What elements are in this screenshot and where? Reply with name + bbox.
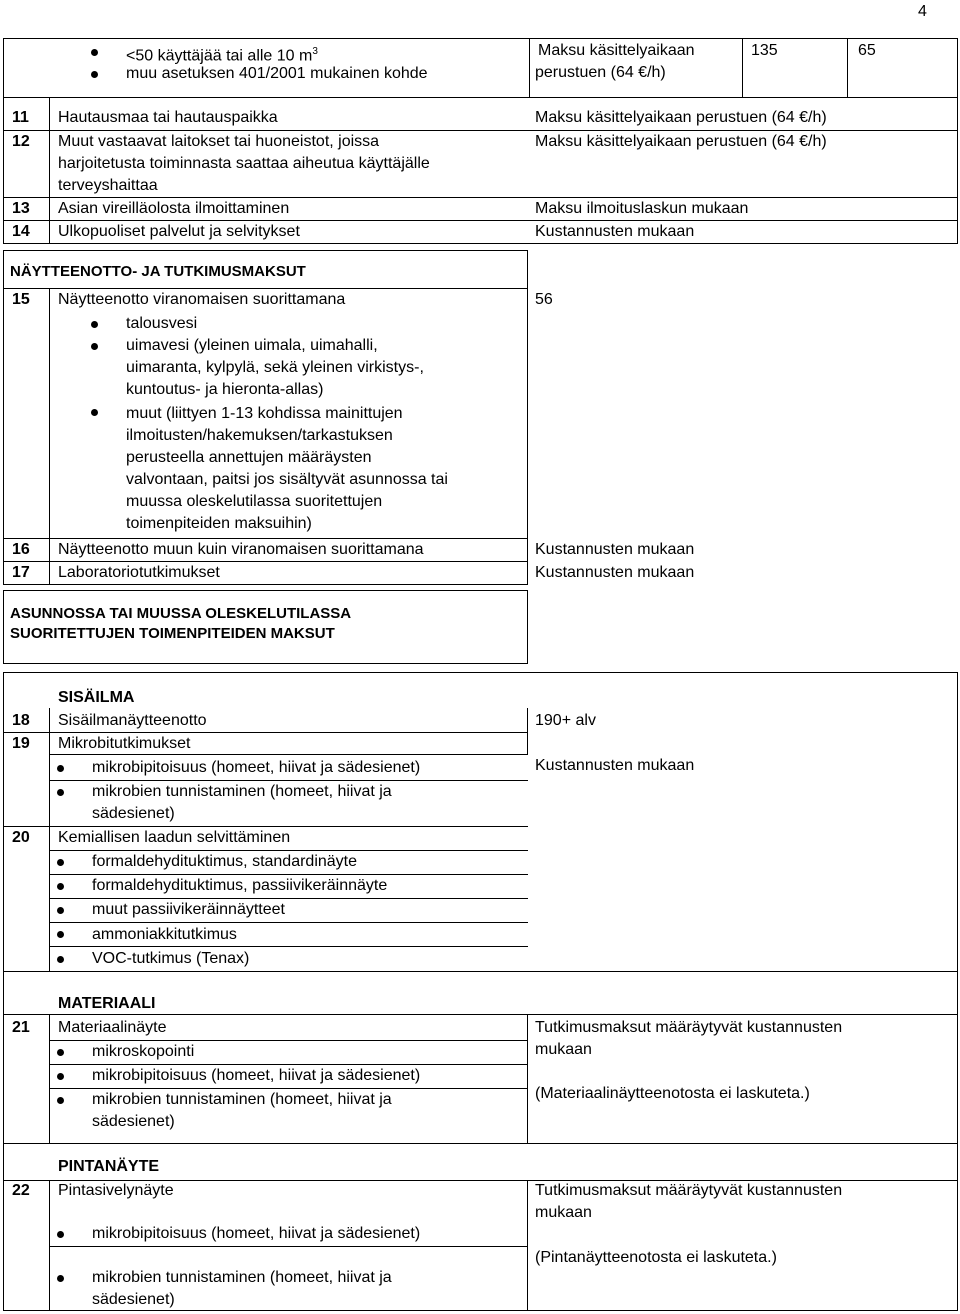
table-border: [49, 1088, 528, 1089]
row-number: 11: [12, 109, 29, 126]
list-item: sädesienet): [92, 1113, 175, 1130]
table-border: [3, 197, 958, 198]
list-item: <50 käyttäjää tai alle 10 $m^3$: [126, 46, 318, 65]
table-border: [49, 1246, 528, 1247]
list-item: valvontaan, paitsi jos sisältyvät asunnossa tai: [126, 471, 448, 488]
bullet-icon: [57, 931, 64, 938]
fee-text: mukaan: [535, 1041, 592, 1058]
table-border: [3, 1143, 4, 1311]
row-number: 21: [12, 1019, 30, 1036]
row-title: Mikrobitutkimukset: [58, 735, 191, 752]
table-border: [957, 672, 958, 972]
table-border: [3, 672, 958, 673]
bullet-icon: [91, 343, 98, 350]
row-title: Hautausmaa tai hautauspaikka: [58, 109, 278, 126]
table-border: [529, 38, 530, 97]
table-border: [3, 561, 528, 562]
list-item: sädesienet): [92, 1291, 175, 1308]
list-item: mikrobipitoisuus (homeet, hiivat ja sädesienet): [92, 1225, 421, 1242]
bullet-icon: [57, 1073, 64, 1080]
bullet-icon: [57, 765, 64, 772]
table-border: [3, 971, 958, 972]
fee-text: Tutkimusmaksut määräytyvät kustannusten: [535, 1182, 843, 1199]
row-title: Laboratoriotutkimukset: [58, 564, 220, 581]
row-title: Asian vireilläolosta ilmoittaminen: [58, 200, 290, 217]
table-border: [49, 850, 528, 851]
list-item: muu asetuksen 401/2001 mukainen kohde: [126, 65, 428, 82]
list-item: mikrobien tunnistaminen (homeet, hiivat ja: [92, 1269, 392, 1286]
table-border: [3, 538, 528, 539]
subsection-heading: PINTANÄYTE: [58, 1158, 160, 1175]
list-item: ilmoitusten/hakemuksen/tarkastuksen: [126, 427, 393, 444]
table-border: [49, 288, 50, 585]
row-number: 12: [12, 133, 30, 150]
list-item: mikrobien tunnistaminen (homeet, hiivat ja: [92, 1091, 392, 1108]
table-border: [49, 1040, 528, 1041]
list-item: uimaranta, kylpylä, sekä yleinen virkistys-,: [126, 359, 424, 376]
row-title: Sisäilmanäytteenotto: [58, 712, 207, 729]
fee-text: perustuen (64 €/h): [535, 64, 666, 81]
bullet-icon: [57, 1049, 64, 1056]
bullet-icon: [57, 859, 64, 866]
list-item: ammoniakkitutkimus: [92, 926, 237, 943]
table-border: [49, 1014, 50, 1144]
bullet-icon: [91, 409, 98, 416]
row-title: harjoitetusta toiminnasta saattaa aiheutua käyttäjälle: [58, 155, 430, 172]
table-border: [3, 220, 958, 221]
page-number: 4: [918, 3, 927, 20]
table-border: [3, 590, 528, 591]
table-border: [49, 946, 528, 947]
list-item: formaldehydituktimus, passiivikeräinnäyte: [92, 877, 388, 894]
table-border: [3, 38, 4, 243]
list-item: perusteella annettujen määräysten: [126, 449, 372, 466]
row-number: 18: [12, 712, 30, 729]
fee-text: Maksu käsittelyaikaan perustuen (64 €/h): [535, 109, 827, 126]
row-number: 14: [12, 223, 30, 240]
table-border: [3, 1310, 958, 1311]
subsection-heading: MATERIAALI: [58, 995, 156, 1012]
list-item: talousvesi: [126, 315, 198, 332]
list-item: muut (liittyen 1-13 kohdissa mainittujen: [126, 405, 403, 422]
table-border: [49, 1064, 528, 1065]
bullet-icon: [57, 789, 64, 796]
table-border: [957, 38, 958, 243]
fee-text: Kustannusten mukaan: [535, 757, 695, 774]
list-item: kuntoutus- ja hieronta-allas): [126, 381, 324, 398]
fee-text: Maksu käsittelyaikaan perustuen (64 €/h): [535, 133, 827, 150]
fee-text: Kustannusten mukaan: [535, 564, 695, 581]
table-border: [3, 826, 528, 827]
fee-text: Tutkimusmaksut määräytyvät kustannusten: [535, 1019, 843, 1036]
table-border: [49, 754, 528, 755]
row-number: 17: [12, 564, 30, 581]
table-border: [3, 584, 528, 585]
table-border: [3, 243, 958, 244]
table-border: [49, 780, 528, 781]
fee-text: Kustannusten mukaan: [535, 223, 695, 240]
table-border: [49, 874, 528, 875]
fee-text: mukaan: [535, 1204, 592, 1221]
fee-text: Maksu käsittelyaikaan: [538, 42, 695, 59]
row-title: Muut vastaavat laitokset tai huoneistot, joissa: [58, 133, 380, 150]
table-border: [847, 38, 848, 97]
bullet-icon: [91, 71, 98, 78]
list-item: formaldehydituktimus, standardinäyte: [92, 853, 358, 870]
table-border: [3, 250, 528, 251]
table-border: [3, 971, 4, 1144]
fee-note: (Materiaalinäytteenotosta ei laskuteta.): [535, 1085, 810, 1102]
bullet-icon: [57, 956, 64, 963]
table-border: [49, 708, 50, 972]
list-item: sädesienet): [92, 805, 175, 822]
fee-value: 190+ alv: [535, 712, 596, 729]
list-item: uimavesi (yleinen uimala, uimahalli,: [126, 337, 378, 354]
table-border: [3, 38, 958, 39]
list-item: VOC-tutkimus (Tenax): [92, 950, 250, 967]
bullet-icon: [57, 883, 64, 890]
table-border: [3, 250, 4, 585]
bullet-icon: [57, 1275, 64, 1282]
table-border: [49, 97, 50, 243]
row-title: Ulkopuoliset palvelut ja selvitykset: [58, 223, 300, 240]
fee-value: 56: [535, 291, 553, 308]
list-item: muut passiivikeräinnäytteet: [92, 901, 285, 918]
bullet-icon: [57, 1231, 64, 1238]
table-border: [3, 97, 958, 98]
list-item: mikrobipitoisuus (homeet, hiivat ja sädesienet): [92, 1067, 421, 1084]
table-border: [742, 38, 743, 97]
fee-value: 65: [858, 42, 876, 59]
row-title: terveyshaittaa: [58, 177, 158, 194]
section-heading: ASUNNOSSA TAI MUUSSA OLESKELUTILASSA: [10, 605, 352, 622]
row-number: 22: [12, 1182, 30, 1199]
list-item: toimenpiteiden maksuihin): [126, 515, 312, 532]
row-title: Pintasivelynäyte: [58, 1182, 174, 1199]
fee-text: Maksu ilmoituslaskun mukaan: [535, 200, 749, 217]
row-title: Näytteenotto muun kuin viranomaisen suorittamana: [58, 541, 424, 558]
bullet-icon: [57, 1097, 64, 1104]
table-border: [527, 590, 528, 664]
table-border: [3, 1014, 958, 1015]
row-number: 16: [12, 541, 30, 558]
section-heading: NÄYTTEENOTTO- JA TUTKIMUSMAKSUT: [10, 263, 306, 280]
table-border: [3, 672, 4, 972]
bullet-icon: [91, 49, 98, 56]
table-border: [527, 1014, 528, 1144]
row-title: Näytteenotto viranomaisen suorittamana: [58, 291, 346, 308]
list-item: muussa oleskelutilassa suoritettujen: [126, 493, 383, 510]
row-number: 19: [12, 735, 30, 752]
subsection-heading: SISÄILMA: [58, 689, 135, 706]
table-border: [957, 1143, 958, 1311]
list-item: mikrobipitoisuus (homeet, hiivat ja sädesienet): [92, 759, 421, 776]
fee-value: 135: [751, 42, 778, 59]
table-border: [527, 708, 528, 754]
table-border: [3, 590, 4, 664]
table-border: [3, 288, 528, 289]
table-border: [3, 663, 528, 664]
table-border: [49, 898, 528, 899]
table-border: [3, 1143, 958, 1144]
table-border: [3, 130, 958, 131]
section-heading: SUORITETTUJEN TOIMENPITEIDEN MAKSUT: [10, 625, 335, 642]
list-item: mikrobien tunnistaminen (homeet, hiivat ja: [92, 783, 392, 800]
bullet-icon: [91, 321, 98, 328]
row-number: 13: [12, 200, 30, 217]
table-border: [527, 250, 528, 585]
row-number: 20: [12, 829, 30, 846]
table-border: [3, 732, 528, 733]
fee-text: Kustannusten mukaan: [535, 541, 695, 558]
list-item: mikroskopointi: [92, 1043, 195, 1060]
fee-note: (Pintanäytteenotosta ei laskuteta.): [535, 1249, 777, 1266]
table-border: [49, 922, 528, 923]
row-title: Kemiallisen laadun selvittäminen: [58, 829, 291, 846]
bullet-icon: [57, 907, 64, 914]
table-border: [957, 971, 958, 1144]
row-title: Materiaalinäyte: [58, 1019, 167, 1036]
row-number: 15: [12, 291, 30, 308]
